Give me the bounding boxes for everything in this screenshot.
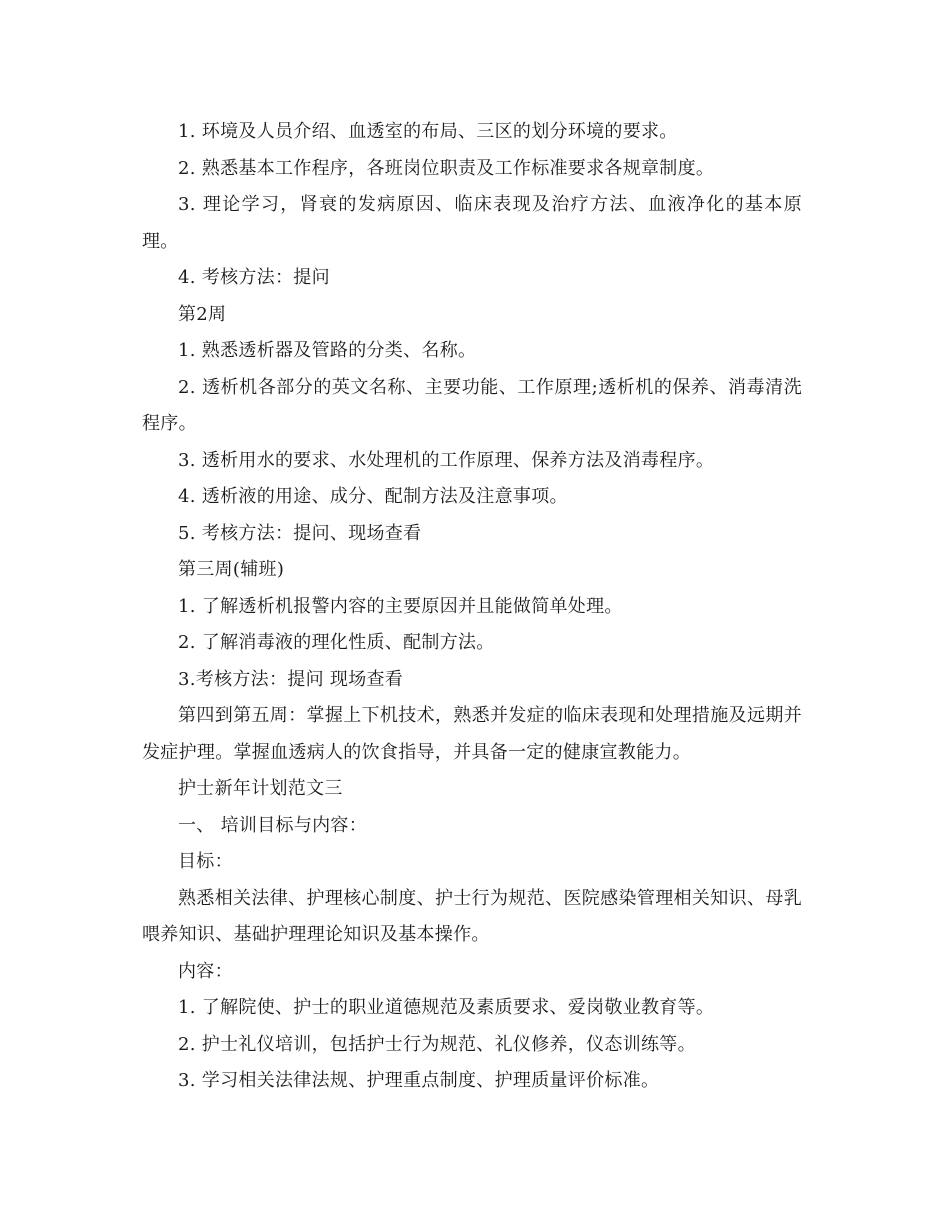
paragraph: 熟悉相关法律、护理核心制度、护士行为规范、医院感染管理相关知识、母乳喂养知识、基础护理理论知识及基本操作。 [142, 887, 802, 945]
paragraph: 1. 了解透析机报警内容的主要原因并且能做简单处理。 [178, 595, 623, 617]
paragraph: 2. 了解消毒液的理化性质、配制方法。 [178, 632, 495, 653]
document-body [142, 114, 802, 1100]
paragraph: 1. 熟悉透析器及管路的分类、名称。 [178, 340, 477, 361]
paragraph: 5. 考核方法：提问、现场查看 [178, 522, 422, 544]
paragraph: 2. 透析机各部分的英文名称、主要功能、工作原理;透析机的保养、消毒清洗程序。 [142, 376, 802, 434]
section-heading: 护士新年计划范文三 [178, 778, 343, 799]
paragraph: 1. 了解院使、护士的职业道德规范及素质要求、爱岗敬业教育等。 [178, 997, 715, 1018]
paragraph: 3. 学习相关法律法规、护理重点制度、护理质量评价标准。 [178, 1070, 660, 1091]
paragraph: 2. 护士礼仪培训，包括护士行为规范、礼仪修养，仪态训练等。 [178, 1033, 696, 1055]
section-heading: 一、 培训目标与内容： [178, 814, 368, 836]
paragraph: 4. 透析液的用途、成分、配制方法及注意事项。 [178, 486, 568, 507]
section-heading: 第三周(辅班) [178, 559, 285, 580]
subheading: 目标： [178, 851, 233, 872]
section-heading: 第2周 [178, 303, 227, 325]
paragraph: 3. 理论学习，肾衰的发病原因、临床表现及治疗方法、血液净化的基本原理。 [142, 194, 802, 252]
subheading: 内容： [178, 960, 233, 982]
paragraph: 3.考核方法：提问 现场查看 [178, 668, 404, 690]
paragraph: 2. 熟悉基本工作程序，各班岗位职责及工作标准要求各规章制度。 [178, 157, 715, 179]
paragraph: 4. 考核方法：提问 [178, 267, 330, 288]
paragraph: 3. 透析用水的要求、水处理机的工作原理、保养方法及消毒程序。 [178, 449, 715, 471]
paragraph: 1. 环境及人员介绍、血透室的布局、三区的划分环境的要求。 [178, 121, 678, 142]
paragraph: 第四到第五周：掌握上下机技术，熟悉并发症的临床表现和处理措施及远期并发症护理。掌握血透病人的饮食指导，并具备一定的健康宣教能力。 [142, 705, 802, 763]
